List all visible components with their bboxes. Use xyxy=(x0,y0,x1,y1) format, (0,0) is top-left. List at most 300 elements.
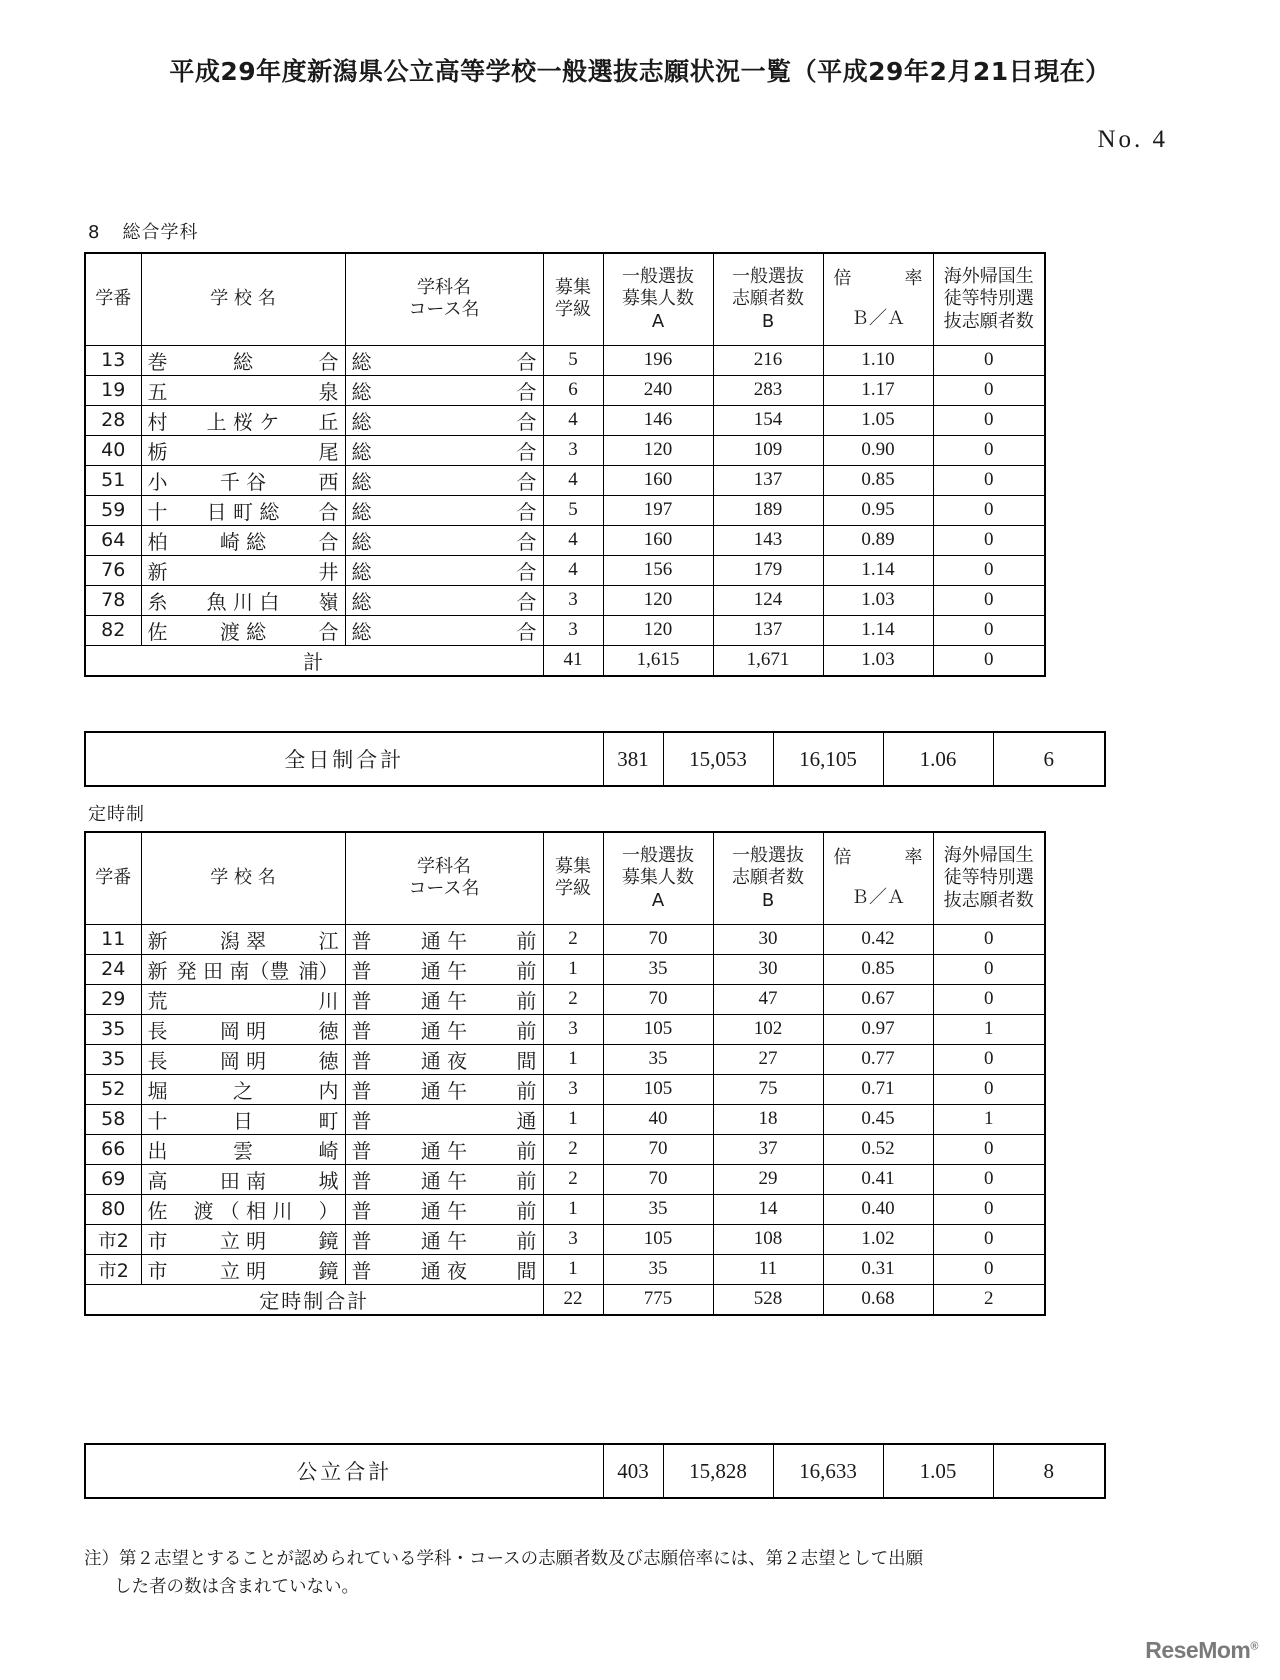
cell-school-name-part-2: 立 明 xyxy=(219,1258,267,1283)
cell-school-name-part-1: 新 xyxy=(147,559,168,584)
cell-abroad: 0 xyxy=(933,1134,1045,1164)
cell-school-name-part-3: 鏡 xyxy=(318,1258,339,1283)
col-header-course xyxy=(345,253,543,345)
page-title: 平成29年度新潟県公立高等学校一般選抜志願状況一覧（平成29年2月21日現在） xyxy=(169,57,1111,86)
col-header-abroad-line3: 抜志願者数 xyxy=(943,310,1034,332)
cell-course-name-part-1: 普 xyxy=(351,928,372,953)
col-header-classes xyxy=(543,253,603,345)
cell-classes: 1 xyxy=(543,1254,603,1284)
cell-gakuban: 19 xyxy=(85,375,141,405)
table-row xyxy=(85,495,1045,525)
table-row-sogo-total-abroad: 0 xyxy=(933,645,1045,676)
cell-ratio: 0.90 xyxy=(823,435,933,465)
cell-classes: 3 xyxy=(543,435,603,465)
cell-school-name-part-3: 内 xyxy=(318,1078,339,1103)
cell-school-name-part-2: 尾 xyxy=(318,439,339,464)
cell-gakuban: 28 xyxy=(85,405,141,435)
cell-school-name xyxy=(141,525,345,555)
col-header-gakuban: 学番 xyxy=(85,253,141,345)
table-row xyxy=(85,615,1045,645)
cell-abroad: 0 xyxy=(933,435,1045,465)
cell-school-name xyxy=(141,1014,345,1044)
cell-ratio: 0.85 xyxy=(823,954,933,984)
cell-school-name-part-1: 市 xyxy=(147,1258,168,1283)
cell-applicants-b: 109 xyxy=(713,435,823,465)
col-header-applicants-b-line3: B xyxy=(761,310,775,332)
cell-course-name xyxy=(345,405,543,435)
table-row xyxy=(85,984,1045,1014)
section-heading-teiji xyxy=(88,800,145,826)
cell-gakuban: 51 xyxy=(85,465,141,495)
cell-course-name xyxy=(345,465,543,495)
cell-course-name-part-3: 前 xyxy=(516,1138,537,1163)
cell-ratio: 0.41 xyxy=(823,1164,933,1194)
cell-school-name-part-2: 雲 xyxy=(233,1138,253,1163)
col-header-classes-line1: 募集 xyxy=(555,276,591,298)
cell-school-name-part-2: 岡 明 xyxy=(219,1018,267,1043)
cell-capacity-a: 156 xyxy=(603,555,713,585)
cell-applicants-b: 29 xyxy=(713,1164,823,1194)
cell-school-name xyxy=(141,555,345,585)
cell-school-name-part-1: 高 xyxy=(147,1168,168,1193)
cell-course-name-part-3: 間 xyxy=(516,1258,537,1283)
cell-gakuban: 78 xyxy=(85,585,141,615)
cell-abroad: 0 xyxy=(933,375,1045,405)
cell-abroad: 0 xyxy=(933,1044,1045,1074)
cell-gakuban: 52 xyxy=(85,1074,141,1104)
cell-school-name-part-1: 佐 xyxy=(147,1198,168,1223)
cell-school-name-part-3: 徳 xyxy=(318,1048,339,1073)
cell-ratio: 0.71 xyxy=(823,1074,933,1104)
col-header-abroad-line1: 海外帰国生 xyxy=(943,844,1034,866)
cell-classes: 4 xyxy=(543,405,603,435)
cell-course-name-part-3: 前 xyxy=(516,988,537,1013)
cell-applicants-b: 108 xyxy=(713,1224,823,1254)
cell-school-name-part-1: 五 xyxy=(147,379,168,404)
cell-course-name-part-2: 合 xyxy=(516,469,537,494)
cell-course-name-part-1: 普 xyxy=(351,1048,372,1073)
cell-course-name-part-1: 普 xyxy=(351,1138,372,1163)
cell-course-name-part-2: 通 夜 xyxy=(420,1258,468,1283)
zennichi-total-abroad: 6 xyxy=(993,732,1105,786)
cell-abroad: 0 xyxy=(933,525,1045,555)
cell-school-name-part-1: 市 xyxy=(147,1228,168,1253)
cell-course-name xyxy=(345,1044,543,1074)
cell-gakuban: 35 xyxy=(85,1014,141,1044)
cell-course-name xyxy=(345,1254,543,1284)
cell-course-name-part-1: 総 xyxy=(351,349,372,374)
cell-course-name-part-3: 前 xyxy=(516,958,537,983)
table-row-teiji-total xyxy=(85,1284,1045,1315)
table-row-sogo-total-applicants-b: 1,671 xyxy=(713,645,823,676)
cell-school-name-part-2: 潟 翠 xyxy=(219,928,267,953)
cell-school-name xyxy=(141,1074,345,1104)
cell-capacity-a: 146 xyxy=(603,405,713,435)
cell-school-name-part-3: 浦） xyxy=(298,958,339,983)
cell-course-name-part-2: 合 xyxy=(516,559,537,584)
cell-applicants-b: 11 xyxy=(713,1254,823,1284)
cell-abroad: 0 xyxy=(933,1194,1045,1224)
cell-gakuban: 80 xyxy=(85,1194,141,1224)
cell-classes: 3 xyxy=(543,1074,603,1104)
cell-gakuban: 市2 xyxy=(85,1224,141,1254)
cell-capacity-a: 120 xyxy=(603,615,713,645)
cell-course-name-part-1: 普 xyxy=(351,1198,372,1223)
cell-abroad: 1 xyxy=(933,1104,1045,1134)
cell-school-name xyxy=(141,495,345,525)
cell-classes: 6 xyxy=(543,375,603,405)
cell-school-name-part-3: 合 xyxy=(318,529,339,554)
cell-course-name-part-1: 普 xyxy=(351,988,372,1013)
cell-school-name-part-2: 千 谷 xyxy=(219,469,267,494)
cell-applicants-b: 75 xyxy=(713,1074,823,1104)
cell-abroad: 0 xyxy=(933,585,1045,615)
cell-course-name-part-3: 間 xyxy=(516,1048,537,1073)
cell-school-name-part-3: 鏡 xyxy=(318,1228,339,1253)
col-header-applicants-b-line3: B xyxy=(761,889,775,911)
cell-school-name-part-2: 崎 総 xyxy=(219,529,267,554)
col-header-capacity-a xyxy=(603,832,713,924)
cell-course-name-part-1: 総 xyxy=(351,589,372,614)
page-number: No. 4 xyxy=(1097,126,1168,153)
cell-course-name xyxy=(345,1104,543,1134)
cell-school-name xyxy=(141,1164,345,1194)
cell-course-name xyxy=(345,615,543,645)
zennichi-total-capacity-a: 15,053 xyxy=(663,732,773,786)
table-row xyxy=(85,1224,1045,1254)
cell-school-name-part-3: 合 xyxy=(318,499,339,524)
footnote-line1: 注）第２志望とすることが認められている学科・コースの志願者数及び志願倍率には、第２志望として出願 xyxy=(84,1549,924,1569)
cell-course-name-part-1: 普 xyxy=(351,1258,372,1283)
cell-course-name xyxy=(345,1164,543,1194)
cell-school-name-part-3: 徳 xyxy=(318,1018,339,1043)
col-header-abroad-line1: 海外帰国生 xyxy=(943,265,1034,287)
cell-applicants-b: 30 xyxy=(713,924,823,954)
cell-ratio: 0.31 xyxy=(823,1254,933,1284)
cell-gakuban: 24 xyxy=(85,954,141,984)
cell-classes: 1 xyxy=(543,1044,603,1074)
cell-capacity-a: 240 xyxy=(603,375,713,405)
cell-course-name-part-2: 通 午 xyxy=(420,988,468,1013)
cell-course-name-part-2: 通 午 xyxy=(420,928,468,953)
table-row xyxy=(85,954,1045,984)
cell-school-name-part-3: 西 xyxy=(318,469,339,494)
cell-abroad: 0 xyxy=(933,465,1045,495)
kouritsu-total-label: 公立合計 xyxy=(85,1444,603,1498)
cell-school-name-part-2: 川 xyxy=(318,988,339,1013)
table-sogo-gakka xyxy=(84,252,1046,677)
zennichi-total-label: 全日制合計 xyxy=(85,732,603,786)
cell-ratio: 0.77 xyxy=(823,1044,933,1074)
col-header-ratio-formula: Ｂ／Ａ xyxy=(851,308,905,330)
cell-course-name-part-2: 通 午 xyxy=(420,958,468,983)
col-header-abroad-line2: 徒等特別選 xyxy=(943,288,1034,309)
cell-course-name-part-3: 前 xyxy=(516,1228,537,1253)
table-header-row xyxy=(85,832,1045,924)
cell-classes: 2 xyxy=(543,984,603,1014)
table-row xyxy=(85,1074,1045,1104)
cell-classes: 4 xyxy=(543,525,603,555)
table-row xyxy=(85,585,1045,615)
zennichi-total-applicants-b: 16,105 xyxy=(773,732,883,786)
cell-course-name-part-2: 通 午 xyxy=(420,1198,468,1223)
kouritsu-total-abroad: 8 xyxy=(993,1444,1105,1498)
section-number: 8 xyxy=(88,222,101,243)
cell-school-name-part-3: 崎 xyxy=(318,1138,339,1163)
cell-ratio: 1.10 xyxy=(823,345,933,375)
cell-course-name-part-2: 合 xyxy=(516,439,537,464)
cell-applicants-b: 30 xyxy=(713,954,823,984)
cell-school-name-part-1: 柏 xyxy=(147,529,168,554)
cell-course-name-part-1: 普 xyxy=(351,958,372,983)
zennichi-total-ratio: 1.06 xyxy=(883,732,993,786)
watermark-text: ReseMom xyxy=(1145,1637,1251,1663)
cell-course-name-part-1: 普 xyxy=(351,1168,372,1193)
cell-course-name-part-1: 普 xyxy=(351,1018,372,1043)
cell-course-name-part-1: 総 xyxy=(351,409,372,434)
cell-applicants-b: 47 xyxy=(713,984,823,1014)
cell-course-name-part-2: 通 午 xyxy=(420,1078,468,1103)
table-row-teiji-total-capacity-a: 775 xyxy=(603,1284,713,1315)
cell-school-name xyxy=(141,954,345,984)
cell-gakuban: 66 xyxy=(85,1134,141,1164)
col-header-applicants-b xyxy=(713,253,823,345)
kouritsu-total-capacity-a: 15,828 xyxy=(663,1444,773,1498)
cell-abroad: 0 xyxy=(933,345,1045,375)
col-header-school: 学 校 名 xyxy=(141,832,345,924)
cell-ratio: 0.85 xyxy=(823,465,933,495)
cell-classes: 3 xyxy=(543,585,603,615)
col-header-capacity-a-line3: A xyxy=(651,310,665,332)
col-header-capacity-a-line2: 募集人数 xyxy=(622,288,694,309)
cell-applicants-b: 27 xyxy=(713,1044,823,1074)
cell-ratio: 0.40 xyxy=(823,1194,933,1224)
cell-gakuban: 11 xyxy=(85,924,141,954)
cell-course-name-part-2: 合 xyxy=(516,379,537,404)
cell-capacity-a: 70 xyxy=(603,1134,713,1164)
cell-school-name-part-3: 城 xyxy=(318,1168,339,1193)
cell-applicants-b: 124 xyxy=(713,585,823,615)
cell-applicants-b: 143 xyxy=(713,525,823,555)
cell-capacity-a: 35 xyxy=(603,1044,713,1074)
cell-gakuban: 35 xyxy=(85,1044,141,1074)
cell-school-name-part-3: 合 xyxy=(318,349,339,374)
cell-school-name-part-1: 佐 xyxy=(147,619,168,644)
cell-classes: 1 xyxy=(543,1194,603,1224)
cell-capacity-a: 105 xyxy=(603,1224,713,1254)
col-header-course-line1: 学科名 xyxy=(417,855,471,877)
cell-applicants-b: 14 xyxy=(713,1194,823,1224)
cell-school-name-part-2: 渡 総 xyxy=(219,619,267,644)
cell-course-name xyxy=(345,525,543,555)
cell-course-name xyxy=(345,555,543,585)
cell-school-name-part-1: 十 xyxy=(147,1108,168,1133)
section-heading-sogo xyxy=(88,218,198,244)
col-header-ratio-left: 倍 xyxy=(833,846,852,868)
col-header-abroad-line3: 抜志願者数 xyxy=(943,889,1034,911)
cell-abroad: 1 xyxy=(933,1014,1045,1044)
cell-abroad: 0 xyxy=(933,555,1045,585)
cell-school-name xyxy=(141,375,345,405)
cell-ratio: 0.67 xyxy=(823,984,933,1014)
cell-school-name-part-2: 泉 xyxy=(318,379,339,404)
col-header-course-line2: コース名 xyxy=(408,299,480,321)
cell-school-name-part-1: 堀 xyxy=(147,1078,168,1103)
cell-course-name-part-2: 通 午 xyxy=(420,1018,468,1043)
cell-capacity-a: 70 xyxy=(603,984,713,1014)
cell-classes: 5 xyxy=(543,495,603,525)
cell-ratio: 0.45 xyxy=(823,1104,933,1134)
cell-school-name-part-3: 江 xyxy=(318,928,339,953)
col-header-abroad xyxy=(933,253,1045,345)
cell-school-name-part-1: 新 xyxy=(147,958,168,983)
cell-course-name xyxy=(345,1074,543,1104)
table-row-teiji-total-ratio: 0.68 xyxy=(823,1284,933,1315)
cell-capacity-a: 120 xyxy=(603,435,713,465)
table-teijisei xyxy=(84,831,1046,1316)
table-row xyxy=(85,465,1045,495)
cell-course-name-part-1: 総 xyxy=(351,499,372,524)
table-row-teiji-total-label: 定時制合計 xyxy=(85,1284,543,1315)
cell-course-name-part-1: 普 xyxy=(351,1078,372,1103)
table-teiji-body xyxy=(85,924,1045,1315)
table-row xyxy=(85,525,1045,555)
cell-ratio: 1.03 xyxy=(823,585,933,615)
table-row xyxy=(85,405,1045,435)
cell-abroad: 0 xyxy=(933,1164,1045,1194)
cell-classes: 3 xyxy=(543,1224,603,1254)
cell-course-name xyxy=(345,954,543,984)
watermark-resemom: ReseMom® xyxy=(1145,1637,1258,1663)
table-row-sogo-total-ratio: 1.03 xyxy=(823,645,933,676)
col-header-gakuban: 学番 xyxy=(85,832,141,924)
cell-applicants-b: 102 xyxy=(713,1014,823,1044)
table-row xyxy=(85,1044,1045,1074)
cell-school-name xyxy=(141,615,345,645)
cell-gakuban: 58 xyxy=(85,1104,141,1134)
cell-school-name-part-1: 荒 xyxy=(147,988,168,1013)
cell-applicants-b: 189 xyxy=(713,495,823,525)
cell-school-name xyxy=(141,984,345,1014)
cell-course-name xyxy=(345,1224,543,1254)
cell-school-name-part-1: 巻 xyxy=(147,349,168,374)
kouritsu-total-classes: 403 xyxy=(603,1444,663,1498)
cell-course-name-part-1: 総 xyxy=(351,379,372,404)
cell-school-name xyxy=(141,1224,345,1254)
cell-school-name-part-2: 之 xyxy=(233,1078,253,1103)
zennichi-total-classes: 381 xyxy=(603,732,663,786)
cell-gakuban: 59 xyxy=(85,495,141,525)
cell-ratio: 1.05 xyxy=(823,405,933,435)
col-header-school: 学 校 名 xyxy=(141,253,345,345)
cell-course-name xyxy=(345,375,543,405)
cell-course-name xyxy=(345,495,543,525)
cell-gakuban: 市2 xyxy=(85,1254,141,1284)
cell-course-name xyxy=(345,984,543,1014)
cell-course-name-part-1: 総 xyxy=(351,469,372,494)
cell-capacity-a: 160 xyxy=(603,525,713,555)
cell-school-name xyxy=(141,585,345,615)
footnote-line2: した者の数は含まれていない。 xyxy=(114,1577,359,1597)
cell-abroad: 0 xyxy=(933,405,1045,435)
cell-course-name-part-3: 前 xyxy=(516,928,537,953)
cell-school-name-part-2: 田 南 xyxy=(219,1168,267,1193)
cell-ratio: 1.14 xyxy=(823,615,933,645)
table-row xyxy=(85,375,1045,405)
cell-capacity-a: 197 xyxy=(603,495,713,525)
cell-capacity-a: 196 xyxy=(603,345,713,375)
cell-course-name-part-2: 通 夜 xyxy=(420,1048,468,1073)
cell-school-name-part-2: 上 桜 ケ xyxy=(206,409,280,434)
cell-ratio: 0.89 xyxy=(823,525,933,555)
col-header-classes xyxy=(543,832,603,924)
cell-abroad: 0 xyxy=(933,1224,1045,1254)
table-row-teiji-total-classes: 22 xyxy=(543,1284,603,1315)
cell-course-name-part-2: 通 午 xyxy=(420,1138,468,1163)
col-header-ratio xyxy=(823,832,933,924)
cell-course-name xyxy=(345,585,543,615)
cell-course-name-part-2: 通 午 xyxy=(420,1228,468,1253)
cell-applicants-b: 216 xyxy=(713,345,823,375)
cell-classes: 2 xyxy=(543,1164,603,1194)
cell-abroad: 0 xyxy=(933,984,1045,1014)
kouritsu-total-ratio: 1.05 xyxy=(883,1444,993,1498)
col-header-abroad-line2: 徒等特別選 xyxy=(943,867,1034,888)
cell-school-name-part-3: 町 xyxy=(318,1108,339,1133)
col-header-abroad xyxy=(933,832,1045,924)
cell-abroad: 0 xyxy=(933,495,1045,525)
cell-capacity-a: 35 xyxy=(603,1194,713,1224)
col-header-applicants-b-line1: 一般選抜 xyxy=(732,265,804,287)
table-row xyxy=(85,924,1045,954)
cell-capacity-a: 160 xyxy=(603,465,713,495)
cell-capacity-a: 40 xyxy=(603,1104,713,1134)
table-row xyxy=(85,1194,1045,1224)
cell-gakuban: 76 xyxy=(85,555,141,585)
cell-school-name-part-2: 立 明 xyxy=(219,1228,267,1253)
cell-course-name-part-1: 総 xyxy=(351,439,372,464)
table-header-row xyxy=(85,253,1045,345)
cell-ratio: 1.17 xyxy=(823,375,933,405)
cell-abroad: 0 xyxy=(933,924,1045,954)
cell-abroad: 0 xyxy=(933,615,1045,645)
cell-gakuban: 13 xyxy=(85,345,141,375)
cell-school-name xyxy=(141,465,345,495)
cell-ratio: 0.52 xyxy=(823,1134,933,1164)
col-header-ratio-right: 率 xyxy=(904,267,923,289)
table-row xyxy=(85,1104,1045,1134)
table-zennichi-total xyxy=(84,731,1106,787)
cell-course-name-part-2: 合 xyxy=(516,409,537,434)
cell-school-name-part-2: 発 田 南（豊 xyxy=(176,958,290,983)
kouritsu-total-applicants-b: 16,633 xyxy=(773,1444,883,1498)
cell-school-name xyxy=(141,924,345,954)
cell-course-name xyxy=(345,435,543,465)
cell-school-name-part-2: 渡 （ 相 川 xyxy=(193,1198,293,1223)
cell-abroad: 0 xyxy=(933,1254,1045,1284)
cell-applicants-b: 154 xyxy=(713,405,823,435)
table-row xyxy=(85,1164,1045,1194)
cell-classes: 2 xyxy=(543,1134,603,1164)
cell-classes: 3 xyxy=(543,1014,603,1044)
col-header-capacity-a-line1: 一般選抜 xyxy=(622,265,694,287)
cell-course-name-part-3: 前 xyxy=(516,1198,537,1223)
cell-gakuban: 64 xyxy=(85,525,141,555)
table-row-sogo-total xyxy=(85,645,1045,676)
cell-gakuban: 40 xyxy=(85,435,141,465)
cell-school-name-part-3: ） xyxy=(318,1198,339,1223)
section-title-teiji: 定時制 xyxy=(88,804,145,825)
